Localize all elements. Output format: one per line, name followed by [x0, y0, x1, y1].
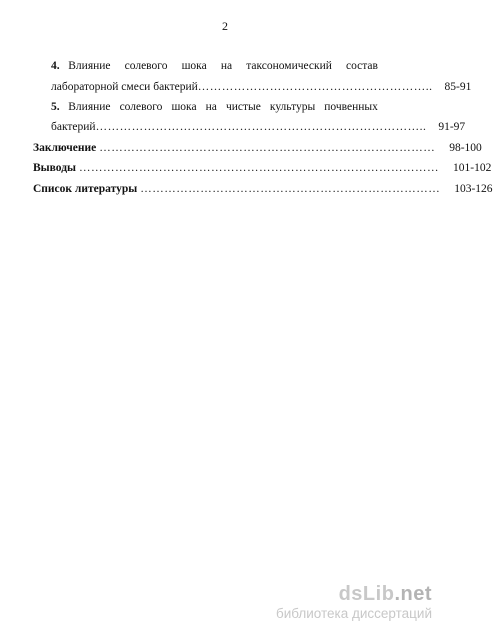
section-title: Список литературы [33, 183, 138, 195]
word: таксономический [246, 60, 332, 72]
word: солевого [119, 101, 163, 113]
section-title: Выводы [33, 162, 76, 174]
page-number: 2 [222, 19, 228, 33]
toc-entry-5-title-line1 [51, 101, 378, 113]
toc-entry-5-title-line2 [51, 121, 466, 133]
page-range: 85-91 [444, 81, 472, 93]
word: чистые [225, 101, 261, 113]
word: на [205, 101, 217, 113]
section-title: Заключение [33, 142, 97, 154]
page-range: 91-97 [438, 121, 466, 133]
word: на [220, 60, 233, 72]
toc-entry-4-title-line2 [51, 81, 472, 93]
dot-leader: ………………………………………………………………… [140, 183, 441, 195]
word: солевого [124, 60, 168, 72]
word: шока [171, 101, 197, 113]
toc-section-findings [33, 162, 492, 174]
word: почвенных [324, 101, 378, 113]
word: культуры [269, 101, 316, 113]
toc-section-references [33, 183, 493, 195]
dot-leader: ……………………………………………………………………………… [79, 162, 439, 174]
dot-leader: ………………………………………………….. [197, 81, 433, 93]
entry-number: 4. [51, 60, 60, 72]
toc-entry-4-title-line1 [51, 60, 378, 72]
watermark-logo-suffix: .net [394, 582, 432, 605]
watermark [276, 584, 432, 621]
page-range: 98-100 [449, 142, 482, 154]
word: шока [181, 60, 207, 72]
word: состав [346, 60, 378, 72]
watermark-logo [276, 584, 432, 604]
entry-number: 5. [51, 101, 60, 113]
dot-leader: ……………………………………………………………………….. [95, 121, 427, 133]
entry-title-continuation: лабораторной смеси бактерий [51, 81, 198, 93]
word: Влияние [68, 60, 111, 72]
watermark-logo-main: dsLib [338, 582, 395, 605]
page-range: 103-126 [454, 183, 493, 195]
word: Влияние [68, 101, 111, 113]
toc-section-conclusion [33, 142, 482, 154]
entry-title-continuation: бактерий [51, 121, 96, 133]
dot-leader: ………………………………………………………………………… [99, 142, 436, 154]
watermark-tagline: библиотека диссертаций [275, 605, 432, 621]
page-range: 101-102 [453, 162, 492, 174]
